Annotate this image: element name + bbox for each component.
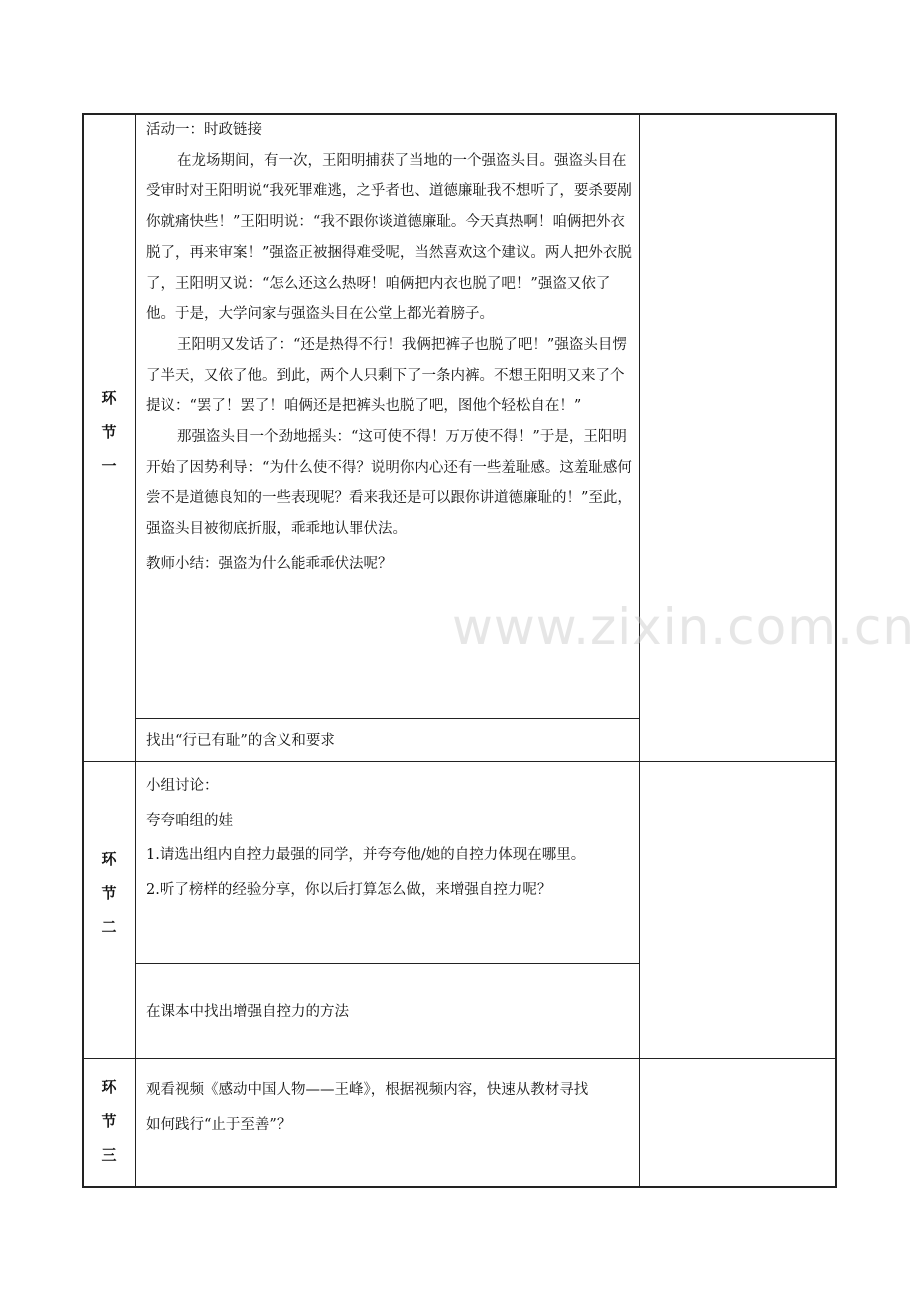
watermark: www.zixin.com.cn — [452, 598, 916, 656]
group-discussion-title: 小组讨论： — [146, 778, 219, 794]
section2-content — [146, 769, 636, 907]
section1-bottom-divider — [84, 761, 835, 762]
label-column-divider — [135, 115, 136, 1186]
section1-label: 环 节 一 — [101, 389, 117, 475]
section2-task: 在课本中找出增强自控力的方法 — [146, 1004, 349, 1020]
group-discussion-subtitle: 夸夸咱组的娃 — [146, 812, 233, 829]
section2-bottom-divider — [84, 1058, 835, 1059]
story-paragraph-1: 在龙场期间，有一次，王阳明捕获了当地的一个强盗头目。强盗头目在受审时对王阳明说“我死罪难逃，之乎者也、道德廉耻我不想听了，要杀要剐你就痛快些！”王阳明说：“我不跟你谈道德廉耻。今天真热啊！咱俩把外衣脱了，再来审案！”强盗正被捆得难受呢，当然喜欢这个建议。两人把外衣脱了，王阳明又说：“怎么还这么热呀！咱俩把内衣也脱了吧！”强盗又依了他。于是，大学问家与强盗头目在公堂上都光着膀子。 — [146, 152, 632, 323]
section2-label: 环 节 二 — [101, 850, 117, 936]
section3-label: 环 节 三 — [101, 1078, 117, 1164]
section1-inner-divider — [135, 718, 639, 719]
activity-title: 活动一：时政链接 — [146, 122, 262, 138]
section1-content — [146, 115, 632, 580]
practice-question: 如何践行“止于至善”？ — [146, 1116, 292, 1133]
discussion-question-1: 1.请选出组内自控力最强的同学，并夸夸他/她的自控力体现在哪里。 — [146, 847, 586, 863]
story-paragraph-2: 王阳明又发话了：“还是热得不行！我俩把裤子也脱了吧！”强盗头目愣了半天，又依了他。到此，两个人只剩下了一条内裤。不想王阳明又来了个提议：“罢了！罢了！咱俩还是把裤头也脱了吧，图他个轻松自在！” — [146, 336, 627, 415]
section2-inner-divider — [135, 963, 639, 964]
teacher-summary: 教师小结：强盗为什么能乖乖伏法呢？ — [146, 555, 393, 572]
discussion-question-2: 2.听了榜样的经验分享，你以后打算怎么做，来增强自控力呢？ — [146, 881, 552, 898]
section1-task: 找出“行已有耻”的含义和要求 — [146, 733, 335, 749]
video-instruction: 观看视频《感动中国人物——王峰》，根据视频内容，快速从教材寻找 — [146, 1082, 589, 1098]
story-paragraph-3: 那强盗头目一个劲地摇头：“这可使不得！万万使不得！”于是，王阳明开始了因势利导：“为什么使不得？说明你内心还有一些羞耻感。这羞耻感何尝不是道德良知的一些表现呢？看来我还是可以跟你讲道德廉耻的！”至此，强盗头目被彻底折服，乖乖地认罪伏法。 — [146, 429, 632, 538]
section3-content — [146, 1073, 636, 1142]
